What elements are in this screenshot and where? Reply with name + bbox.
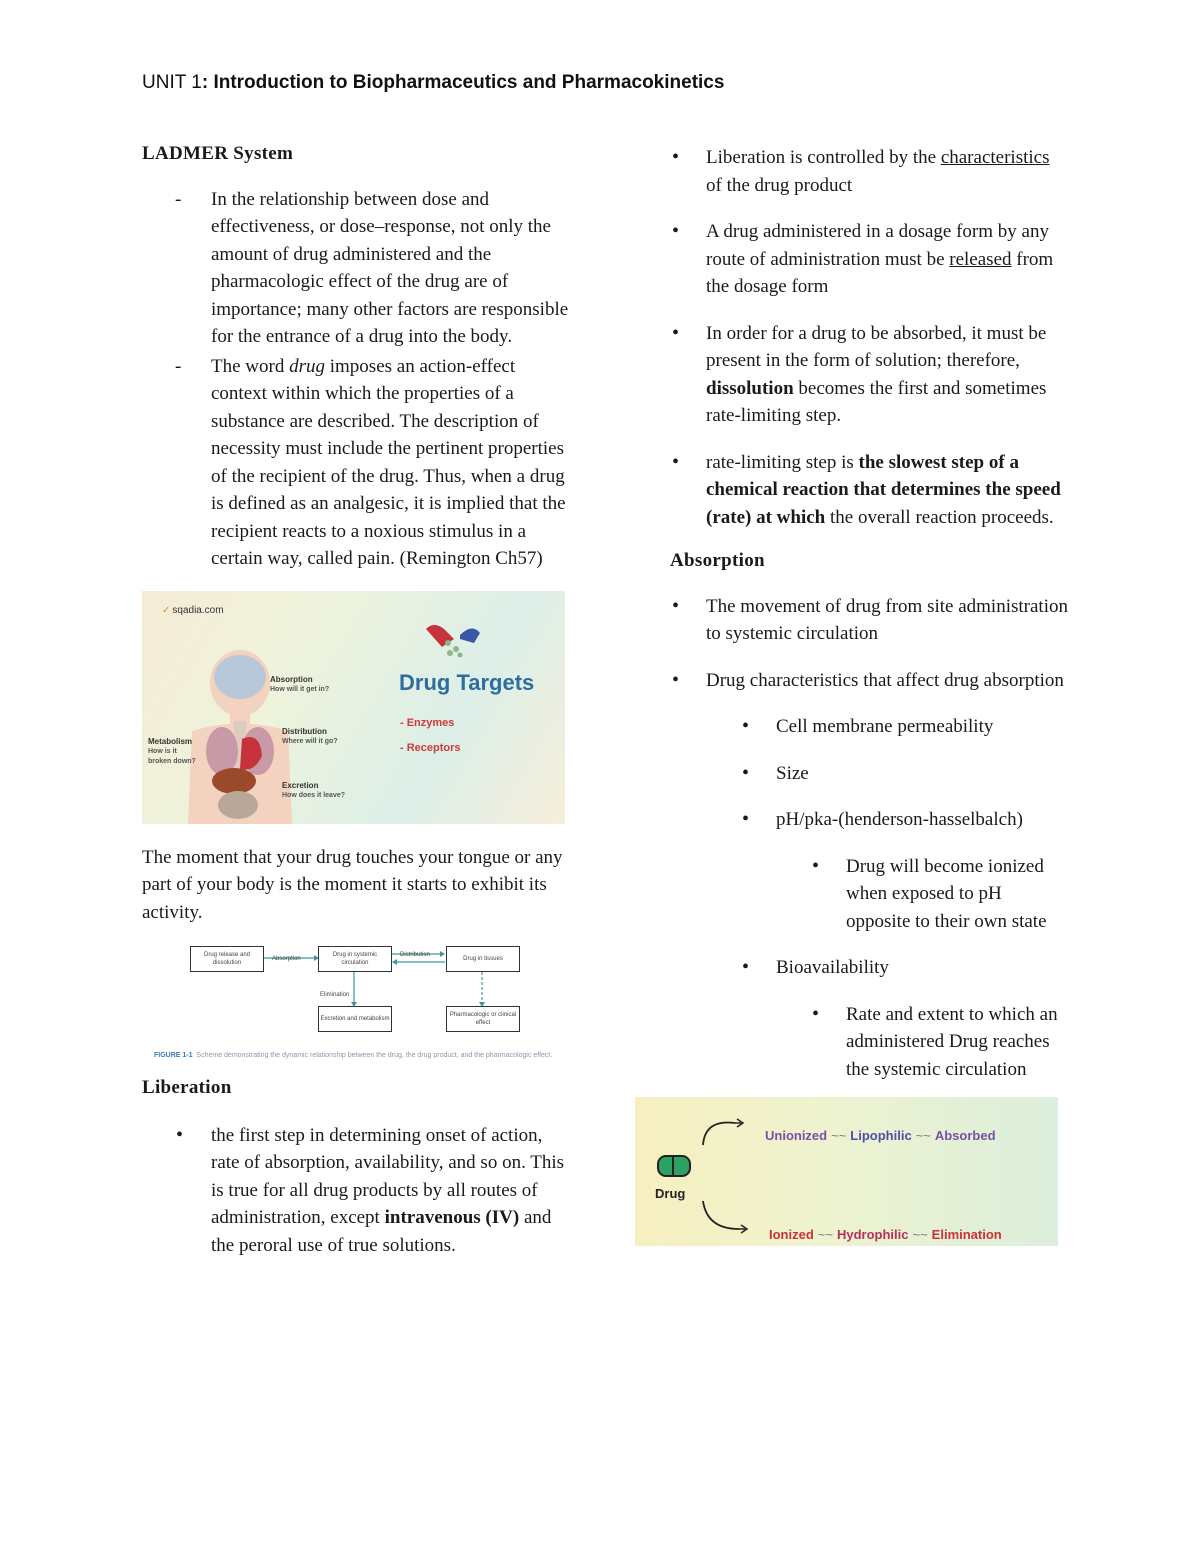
list-item xyxy=(670,449,1070,532)
figure-caption-label: FIGURE 1-1 xyxy=(154,1052,193,1059)
b1-underline: characteristics xyxy=(940,147,1050,168)
bioavailability-sublist xyxy=(670,1001,1070,1084)
b2-after: from the dosage form xyxy=(706,248,1054,297)
label-distribution xyxy=(282,727,338,747)
ionized-row xyxy=(769,1221,1002,1246)
list-item xyxy=(670,320,1070,430)
liberation-text-before: the first step in determining onset of action, rate of absorption, availability, and so on. This is true for all drug products by all routes of administration, except xyxy=(211,1124,565,1228)
right-column xyxy=(655,144,1070,1246)
list-item xyxy=(670,144,1070,199)
char-size: Size xyxy=(776,762,809,784)
b3-before: In order for a drug to be absorbed, it must be present in the form of solution; therefore, xyxy=(706,322,1047,371)
ionized-label: Ionized xyxy=(769,1227,814,1242)
arrow-distribution-label: Distribution xyxy=(400,952,431,958)
bioavailability-note: Rate and extent to which an administered Drug reaches the systemic circulation xyxy=(846,1003,1058,1080)
absorption-bullet-2: Drug characteristics that affect drug absorption xyxy=(706,669,1064,691)
enzymes-item: - Enzymes xyxy=(400,716,455,729)
unionized-row xyxy=(765,1122,996,1150)
dash-item-1: In the relationship between dose and effectiveness, or dose–response, not only the amount of drug administered and the pharmacologic effect of the drug are of importance; many other factors are responsible for the entrance of a drug into the body. xyxy=(211,188,569,347)
hydrophilic-label: Hydrophilic xyxy=(836,1227,909,1242)
list-item xyxy=(670,218,1070,301)
b4-after: the overall reaction proceeds. xyxy=(825,506,1054,528)
label-excretion xyxy=(282,781,345,801)
char-bioavailability: Bioavailability xyxy=(776,957,889,978)
list-item xyxy=(670,954,1070,1083)
char-ph: pH/pka-(henderson-hasselbalch) xyxy=(776,809,1023,830)
box-release: Drug release and dissolution xyxy=(190,946,264,972)
absorption-label: Absorption xyxy=(270,674,313,684)
ionization-image xyxy=(635,1097,1058,1246)
arrow-elimination-label: Elimination xyxy=(320,992,350,998)
liberation-list xyxy=(142,1122,572,1260)
list-item xyxy=(142,1122,572,1260)
sep-1: ~~ xyxy=(831,1128,847,1143)
box-tissues: Drug in tissues xyxy=(446,946,520,972)
drug-targets-title: Drug Targets xyxy=(399,669,535,695)
figure-caption-text: Scheme demonstrating the dynamic relationship between the drug, the drug product, and the pharmacologic effect. xyxy=(196,1052,553,1059)
sqadia-logo: ✓ sqadia.com xyxy=(162,604,224,616)
dash-item-2-italic: drug xyxy=(289,355,325,377)
capsule-icon xyxy=(657,1155,691,1177)
excretion-label: Excretion xyxy=(282,780,319,790)
absorption-sub: How will it get in? xyxy=(270,685,330,693)
elimination-label: Elimination xyxy=(931,1227,1002,1242)
box-systemic: Drug in systemic circulation xyxy=(318,946,392,972)
ladmer-heading: LADMER System xyxy=(142,143,294,164)
liberation-heading: Liberation xyxy=(142,1077,232,1098)
b3-bold: dissolution xyxy=(706,377,794,399)
dash-item-2-before: The word xyxy=(211,355,290,377)
page-header xyxy=(142,72,724,94)
liberation-text-bold: intravenous (IV) xyxy=(384,1207,520,1228)
absorption-heading: Absorption xyxy=(670,550,765,571)
label-absorption xyxy=(270,675,329,695)
ladmer-list xyxy=(142,186,572,573)
metabolism-label: Metabolism xyxy=(148,736,193,746)
liberation-text-after: and the peroral use of true solutions. xyxy=(211,1207,552,1256)
sep-3: ~~ xyxy=(817,1227,833,1242)
receptors-item: - Receptors xyxy=(400,741,461,754)
header-unit: UNIT 1 xyxy=(142,72,202,93)
b4-bold: the slowest step of a chemical reaction that determines the speed (rate) at which xyxy=(706,451,1061,528)
unionized-label: Unionized xyxy=(765,1128,828,1143)
excretion-sub: How does it leave? xyxy=(282,791,346,799)
char-permeability: Cell membrane permeability xyxy=(776,716,994,737)
list-item xyxy=(670,667,1070,695)
drug-targets-image xyxy=(142,591,565,824)
box-effect: Pharmacologic or clinical effect xyxy=(446,1006,520,1032)
body-illustration xyxy=(142,591,565,824)
header-title: : Introduction to Biopharmaceutics and Pharmacokinetics xyxy=(201,72,725,93)
list-item xyxy=(670,713,1070,741)
logo-text: sqadia.com xyxy=(172,604,224,616)
sep-2: ~~ xyxy=(915,1128,931,1143)
list-item xyxy=(670,1001,1070,1084)
distribution-sub: Where will it go? xyxy=(282,737,338,745)
lipophilic-label: Lipophilic xyxy=(850,1128,912,1143)
distribution-label: Distribution xyxy=(282,726,327,736)
list-item xyxy=(670,806,1070,935)
figure-1-1 xyxy=(142,944,565,1059)
b3-after: becomes the first and sometimes rate-limiting step. xyxy=(706,377,1047,426)
characteristics-list xyxy=(670,713,1070,1083)
liberation-details-list xyxy=(670,144,1070,531)
figure-caption xyxy=(154,1042,552,1070)
ph-note: Drug will become ionized when exposed to pH opposite to their own state xyxy=(846,855,1047,932)
list-item xyxy=(142,353,572,573)
list-item xyxy=(670,760,1070,788)
b1-before: Liberation is controlled by the xyxy=(706,147,941,168)
b4-before: rate-limiting step is xyxy=(706,451,859,473)
b2-before: A drug administered in a dosage form by any route of administration must be xyxy=(706,221,1049,270)
absorption-list xyxy=(670,593,1070,695)
left-column xyxy=(142,140,572,1278)
moment-paragraph: The moment that your drug touches your tongue or any part of your body is the moment it starts to exhibit its activity. xyxy=(142,846,563,923)
b1-after: of the drug product xyxy=(706,174,853,196)
list-item xyxy=(670,853,1070,936)
metabolism-sub: How is it broken down? xyxy=(148,747,196,765)
sep-4: ~~ xyxy=(912,1227,928,1242)
absorbed-label: Absorbed xyxy=(934,1128,996,1143)
drug-label: Drug xyxy=(655,1186,686,1201)
list-item xyxy=(142,186,572,351)
b2-underline: released xyxy=(949,248,1012,270)
box-excretion: Excretion and metabolism xyxy=(318,1006,392,1032)
ph-sublist xyxy=(670,853,1070,936)
list-item xyxy=(670,593,1070,648)
label-metabolism xyxy=(148,737,202,767)
absorption-bullet-1: The movement of drug from site administration to systemic circulation xyxy=(706,595,1068,644)
arrow-absorption-label: Absorption xyxy=(272,956,301,962)
dash-item-2-after: imposes an action-effect context within which the properties of a substance are described. The description of necessity must include the pertinent properties of the recipient of the drug. Thus, when a drug is defined as an analgesic, it is implied that the recipient reacts to a noxious stimulus in a certain way, called pain. (Remington Ch57) xyxy=(211,355,566,569)
